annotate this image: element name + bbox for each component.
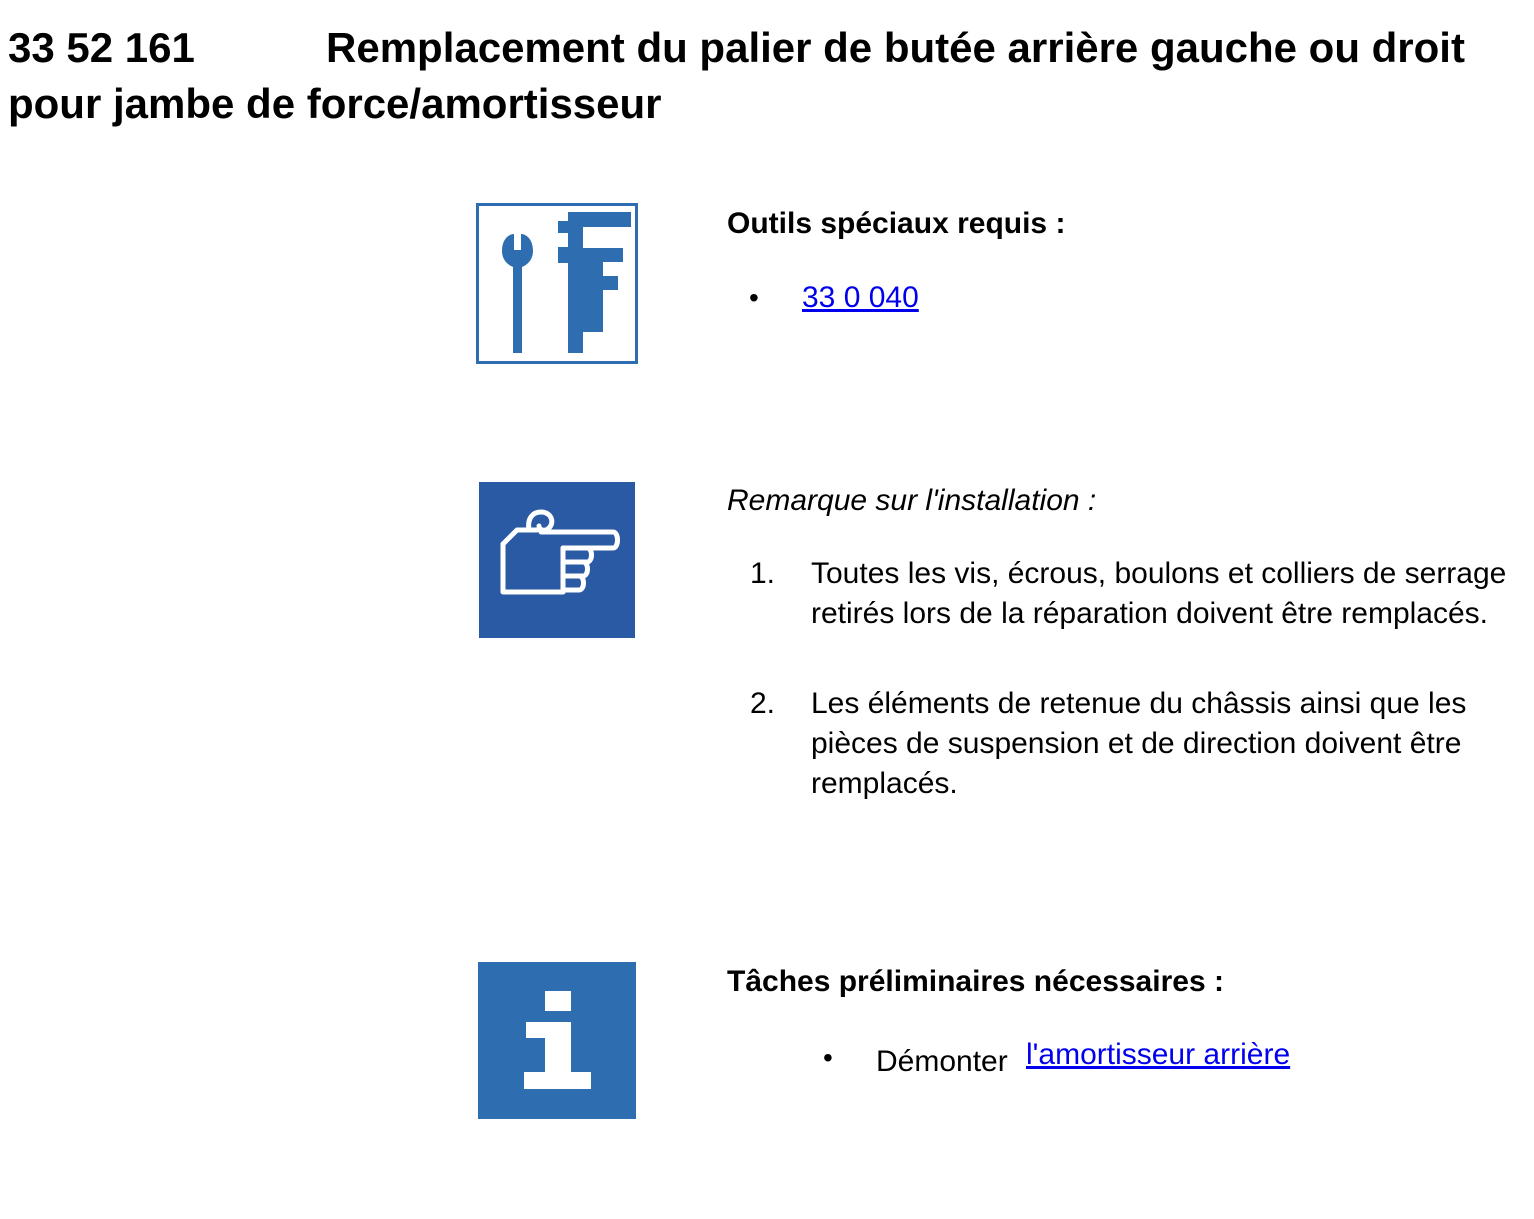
list-item-number: 2. (750, 687, 776, 720)
bullet-icon: • (823, 1042, 833, 1073)
installation-note-heading: Remarque sur l'installation : (727, 484, 1097, 517)
task-prefix-text: Démonter (876, 1045, 1008, 1078)
bullet-icon: • (749, 282, 759, 313)
pointing-hand-icon (479, 482, 635, 638)
preliminary-tasks-heading: Tâches préliminaires nécessaires : (727, 965, 1224, 998)
rear-shock-absorber-link[interactable]: l'amortisseur arrière (1026, 1038, 1291, 1071)
list-item-text: Toutes les vis, écrous, boulons et colliers de serrage retirés lors de la réparation doivent être remplacés. (811, 557, 1507, 630)
special-tools-heading: Outils spéciaux requis : (727, 207, 1066, 240)
info-icon (478, 962, 636, 1119)
document-title: Remplacement du palier de butée arrière gauche ou droit pour jambe de force/amortisseur (8, 24, 1465, 127)
page-title (8, 20, 1518, 132)
tool-link-33-0-040[interactable]: 33 0 040 (802, 281, 919, 314)
tools-caliper-icon (476, 203, 638, 364)
list-item-text: Les éléments de retenue du châssis ainsi que les pièces de suspension et de direction doivent être remplacés. (811, 687, 1467, 800)
list-item-number: 1. (750, 557, 776, 590)
document-number: 33 52 161 (8, 24, 195, 71)
